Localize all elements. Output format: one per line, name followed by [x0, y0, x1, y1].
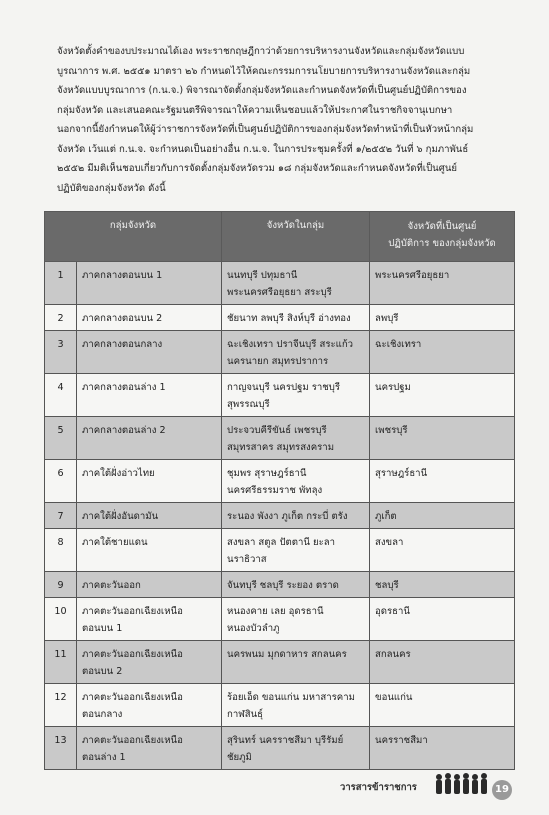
provinces-cell: [222, 572, 370, 598]
provinces-cell: [222, 417, 370, 460]
group-name-line: ภาคใต้ชายแดน: [82, 537, 148, 548]
group-name-line: ภาคกลางตอนล่าง 1: [82, 382, 166, 393]
provinces-line: สุพรรณบุรี: [227, 399, 270, 410]
table-row: [45, 460, 515, 503]
group-name-line: ภาคกลางตอนบน 2: [82, 313, 163, 324]
provinces-line: กาฬสินธุ์: [227, 709, 264, 720]
center-province-cell: สกลนคร: [370, 641, 515, 684]
center-province-cell: ฉะเชิงเทรา: [370, 331, 515, 374]
table-row: [45, 305, 515, 331]
row-number: 3: [45, 331, 77, 374]
group-name-line: ภาคตะวันออกเฉียงเหนือ: [82, 692, 183, 703]
table-row: [45, 684, 515, 727]
provinces-cell: [222, 460, 370, 503]
group-name-cell: [77, 529, 222, 572]
group-name-line: ภาคตะวันออกเฉียงเหนือ: [82, 649, 183, 660]
provinces-line: ฉะเชิงเทรา ปราจีนบุรี สระแก้ว: [227, 339, 354, 350]
provinces-cell: [222, 641, 370, 684]
table-row: [45, 262, 515, 305]
table-row: [45, 503, 515, 529]
group-name-line: ภาคกลางตอนบน 1: [82, 270, 163, 281]
provinces-line: หนองบัวลำภู: [227, 623, 280, 634]
row-number: 9: [45, 572, 77, 598]
group-name-cell: [77, 727, 222, 770]
center-province-cell: นครราชสีมา: [370, 727, 515, 770]
group-name-cell: [77, 331, 222, 374]
table-row: [45, 572, 515, 598]
provinces-line: นนทบุรี ปทุมธานี: [227, 270, 298, 281]
provinces-line: ชัยนาท ลพบุรี สิงห์บุรี อ่างทอง: [227, 313, 351, 324]
page-number: 19: [492, 780, 512, 800]
group-name-cell: [77, 417, 222, 460]
row-number: 13: [45, 727, 77, 770]
center-province-cell: ลพบุรี: [370, 305, 515, 331]
group-name-line: ภาคตะวันออกเฉียงเหนือ: [82, 735, 183, 746]
intro-line: จังหวัดแบบบูรณาการ (ก.น.จ.) พิจารณาจัดตั้งกลุ่มจังหวัดและกำหนดจังหวัดที่เป็นศูนย์ปฏิบัติการของ: [57, 85, 467, 96]
group-name-line: ตอนล่าง 1: [82, 752, 126, 763]
provinces-line: สมุทรสาคร สมุทรสงคราม: [227, 442, 335, 453]
center-province-cell: พระนครศรีอยุธยา: [370, 262, 515, 305]
center-province-cell: อุดรธานี: [370, 598, 515, 641]
page-footer: [340, 770, 520, 804]
group-name-line: ภาคใต้ฝั่งอันดามัน: [82, 511, 159, 522]
row-number: 1: [45, 262, 77, 305]
table-row: [45, 727, 515, 770]
provinces-cell: [222, 262, 370, 305]
intro-line: บูรณาการ พ.ศ. ๒๕๕๑ มาตรา ๒๖ กำหนดไว้ให้คณะกรรมการนโยบายการบริหารงานจังหวัดและกลุ่ม: [57, 65, 471, 77]
provinces-line: นครศรีธรรมราช พัทลุง: [227, 485, 323, 496]
header-group: กลุ่มจังหวัด: [45, 212, 222, 262]
intro-line: กลุ่มจังหวัด และเสนอคณะรัฐมนตรีพิจารณาให้ความเห็นชอบแล้วให้ประกาศในราชกิจจานุเบกษา: [57, 104, 453, 116]
table-row: [45, 598, 515, 641]
row-number: 4: [45, 374, 77, 417]
table-row: [45, 417, 515, 460]
provinces-cell: [222, 598, 370, 641]
center-province-cell: ชลบุรี: [370, 572, 515, 598]
table-row: [45, 374, 515, 417]
provinces-line: จันทบุรี ชลบุรี ระยอง ตราด: [227, 580, 339, 591]
provinces-line: ร้อยเอ็ด ขอนแก่น มหาสารคาม: [227, 692, 355, 703]
provinces-line: นราธิวาส: [227, 554, 267, 565]
provinces-line: ประจวบคีรีขันธ์ เพชรบุรี: [227, 425, 327, 436]
intro-line: นอกจากนี้ยังกำหนดให้ผู้ว่าราชการจังหวัดที่เป็นศูนย์ปฏิบัติการของกลุ่มจังหวัดทำหน้าที่เป็นหัวหน้ากลุ่ม: [57, 124, 474, 135]
table-header-row: [45, 212, 515, 262]
provinces-line: กาญจนบุรี นครปฐม ราชบุรี: [227, 382, 341, 393]
provinces-cell: [222, 727, 370, 770]
center-province-cell: สงขลา: [370, 529, 515, 572]
intro-line: ๒๕๕๒ มีมติเห็นชอบเกี่ยวกับการจัดตั้งกลุ่มจังหวัดรวม ๑๘ กลุ่มจังหวัดและกำหนดจังหวัดที่เป็นศูนย์: [57, 163, 457, 174]
provinces-cell: [222, 684, 370, 727]
province-group-table: [44, 211, 515, 770]
group-name-line: ตอนบน 1: [82, 623, 123, 634]
table-row: [45, 529, 515, 572]
provinces-line: หนองคาย เลย อุดรธานี: [227, 606, 324, 617]
provinces-line: พระนครศรีอยุธยา สระบุรี: [227, 287, 332, 298]
group-name-cell: [77, 598, 222, 641]
group-name-cell: [77, 641, 222, 684]
group-name-cell: [77, 374, 222, 417]
header-center-province: จังหวัดที่เป็นศูนย์ ปฏิบัติการ ของกลุ่มจังหวัด: [370, 212, 515, 262]
group-name-line: ตอนบน 2: [82, 666, 123, 677]
row-number: 7: [45, 503, 77, 529]
provinces-line: ชุมพร สุราษฎร์ธานี: [227, 468, 307, 479]
group-name-cell: [77, 572, 222, 598]
provinces-cell: [222, 305, 370, 331]
intro-paragraph: [57, 42, 509, 198]
group-name-line: ตอนกลาง: [82, 709, 123, 720]
provinces-line: ระนอง พังงา ภูเก็ต กระบี่ ตรัง: [227, 511, 348, 522]
provinces-line: ชัยภูมิ: [227, 752, 252, 763]
header-provinces: จังหวัดในกลุ่ม: [222, 212, 370, 262]
provinces-line: นครนายก สมุทรปราการ: [227, 356, 329, 367]
journal-title: วารสารข้าราชการ: [340, 782, 417, 793]
group-name-line: ภาคตะวันออกเฉียงเหนือ: [82, 606, 183, 617]
group-name-cell: [77, 262, 222, 305]
people-silhouette-icon: [434, 770, 494, 800]
center-province-cell: ภูเก็ต: [370, 503, 515, 529]
intro-line: ปฏิบัติของกลุ่มจังหวัด ดังนี้: [57, 182, 166, 194]
row-number: 6: [45, 460, 77, 503]
group-name-cell: [77, 305, 222, 331]
group-name-cell: [77, 684, 222, 727]
table-row: [45, 641, 515, 684]
table-body: [45, 262, 515, 770]
provinces-cell: [222, 503, 370, 529]
intro-line: จังหวัดตั้งคำของบประมาณได้เอง พระราชกฤษฎีกาว่าด้วยการบริหารงานจังหวัดและกลุ่มจังหวัดแบบ: [57, 46, 465, 57]
group-name-cell: [77, 460, 222, 503]
group-name-cell: [77, 503, 222, 529]
row-number: 12: [45, 684, 77, 727]
provinces-cell: [222, 374, 370, 417]
group-name-line: ภาคกลางตอนกลาง: [82, 339, 163, 350]
group-name-line: ภาคตะวันออก: [82, 580, 141, 591]
center-province-cell: ขอนแก่น: [370, 684, 515, 727]
provinces-line: สงขลา สตูล ปัตตานี ยะลา: [227, 537, 336, 548]
intro-line: จังหวัด เว้นแต่ ก.น.จ. จะกำหนดเป็นอย่างอื่น ก.น.จ. ในการประชุมครั้งที่ ๑/๒๕๕๒ วันที่ ๖ กุมภาพันธ์: [57, 143, 469, 155]
center-province-cell: นครปฐม: [370, 374, 515, 417]
provinces-line: สุรินทร์ นครราชสีมา บุรีรัมย์: [227, 735, 344, 746]
provinces-cell: [222, 331, 370, 374]
row-number: 2: [45, 305, 77, 331]
table-row: [45, 331, 515, 374]
group-name-line: ภาคใต้ฝั่งอ่าวไทย: [82, 468, 155, 479]
row-number: 11: [45, 641, 77, 684]
row-number: 8: [45, 529, 77, 572]
provinces-cell: [222, 529, 370, 572]
provinces-line: นครพนม มุกดาหาร สกลนคร: [227, 649, 347, 660]
center-province-cell: เพชรบุรี: [370, 417, 515, 460]
center-province-cell: สุราษฎร์ธานี: [370, 460, 515, 503]
row-number: 10: [45, 598, 77, 641]
group-name-line: ภาคกลางตอนล่าง 2: [82, 425, 166, 436]
row-number: 5: [45, 417, 77, 460]
